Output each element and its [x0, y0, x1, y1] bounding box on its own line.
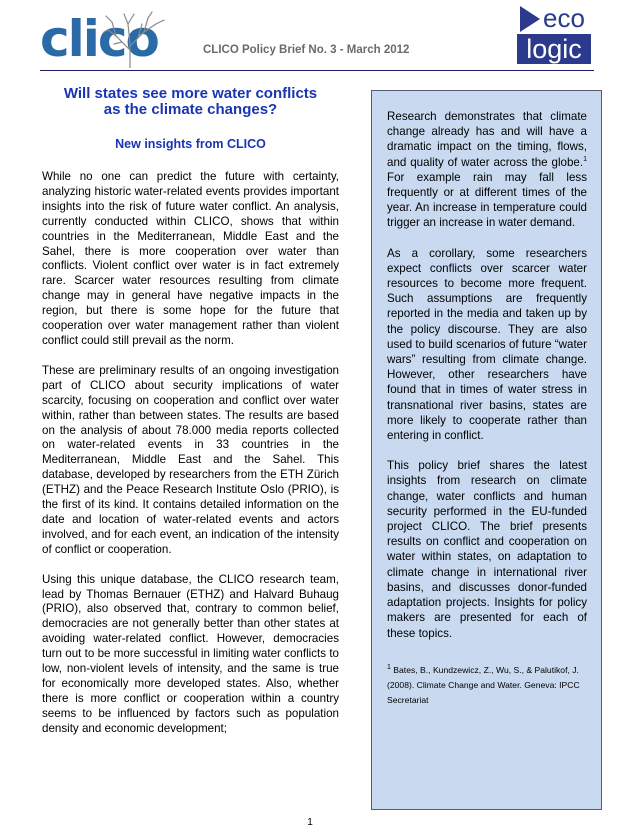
page-number: 1	[307, 817, 313, 828]
ecologic-logo-logic: logic	[517, 34, 591, 64]
sidebar-paragraph-1	[387, 109, 587, 231]
clico-logo-wordmark: clico	[40, 10, 158, 68]
page-title-line-2: as the climate changes?	[103, 101, 278, 118]
body-paragraph-3: Using this unique database, the CLICO research team, lead by Thomas Bernauer (ETHZ) and Halvard Buhaug (PRIO), also observed that, contrary to common belief, democracies are not generally better than other states at avoiding water-related conflict. However, democracies turn out to be more successful in limiting water conflicts to low, non-violent levels of intensity, and the same is true for economically more developed states. Also, whether there is more conflict or cooperation within a country seems to be influenced by factors such as population density and economic development;	[42, 572, 339, 735]
footnote-marker: 1	[387, 663, 391, 671]
header-divider	[40, 70, 594, 71]
ecologic-logo	[513, 2, 593, 66]
sidebar-paragraph-1-end: For example rain may fall less frequently or at different times of the year. An increase in temperature could trigger an increase in water demand.	[387, 170, 587, 230]
sidebar-paragraph-3: This policy brief shares the latest insights from research on climate change, water conflicts and human security performed in the EU-funded project CLICO. The brief presents results on conflict and cooperation on water within states, on adaptation to climate change in international river basins, and discusses donor-funded adaptation projects. Insights for policy makers are presented for each of these topics.	[387, 459, 587, 640]
ecologic-arrow-icon	[518, 4, 542, 34]
main-column	[42, 86, 339, 737]
ecologic-logo-eco: eco	[543, 3, 585, 33]
sidebar-paragraph-1-start: Research demonstrates that climate change already has and will have a dramatic impact on the timing, flows, and quality of water across the globe.	[387, 110, 587, 169]
page-title	[42, 86, 339, 118]
body-paragraph-1: While no one can predict the future with certainty, analyzing historic water-related events provides important insights into the risk of future water conflict. An analysis, currently conducted within CLICO, shows that within countries in the Mediterranean, Middle East and the Sahel, there is more cooperation over water than conflicts. Violent conflict over water is in fact extremely rare. Scarcer water resources resulting from climate change may in general have negative impacts in the region, but there is some hope for the future that cooperation over water management rather than violent conflict could still prevail as the norm.	[42, 170, 339, 347]
body-paragraph-2: These are preliminary results of an ongoing investigation part of CLICO about security implications of water scarcity, focusing on cooperation and conflict over water within, rather than between states. The results are based on the analysis of about 78.000 media reports collected on water-related events in 33 countries in the Mediterranean, Middle East and the Sahel. This database, developed by researchers from the ETH Zürich (ETHZ) and the Peace Research Institute Oslo (PRIO), is the first of its kind. It contains detailed information on the date and location of water-related events and actors involved, and for each event, an indication of the intensity of conflict or cooperation.	[42, 363, 339, 556]
sidebar-paragraph-2: As a corollary, some researchers expect conflicts over scarcer water resources to become more frequent. Such assumptions are frequently reported in the media and taken up by the policy discourse. They are also used to build scenarios of future “water wars” resulting from climate change. However, other researchers have found that in times of water stress in transnational river basins, states are more likely to cooperate rather than entering in conflict.	[387, 246, 587, 443]
page-subtitle: New insights from CLICO	[115, 137, 266, 151]
page-title-line-1: Will states see more water conflicts	[63, 85, 318, 102]
footnote	[387, 663, 587, 708]
clico-logo	[40, 10, 172, 68]
footnote-text: Bates, B., Kundzewicz, Z., Wu, S., & Palutikof, J. (2008). Climate Change and Water. Geneva: IPCC Secretariat	[387, 664, 580, 705]
policy-brief-label: CLICO Policy Brief No. 3 - March 2012	[203, 44, 410, 56]
bare-tree-icon	[102, 10, 172, 68]
sidebar-content	[387, 109, 587, 708]
footnote-reference: 1	[583, 155, 587, 163]
sidebar-box	[371, 90, 602, 810]
